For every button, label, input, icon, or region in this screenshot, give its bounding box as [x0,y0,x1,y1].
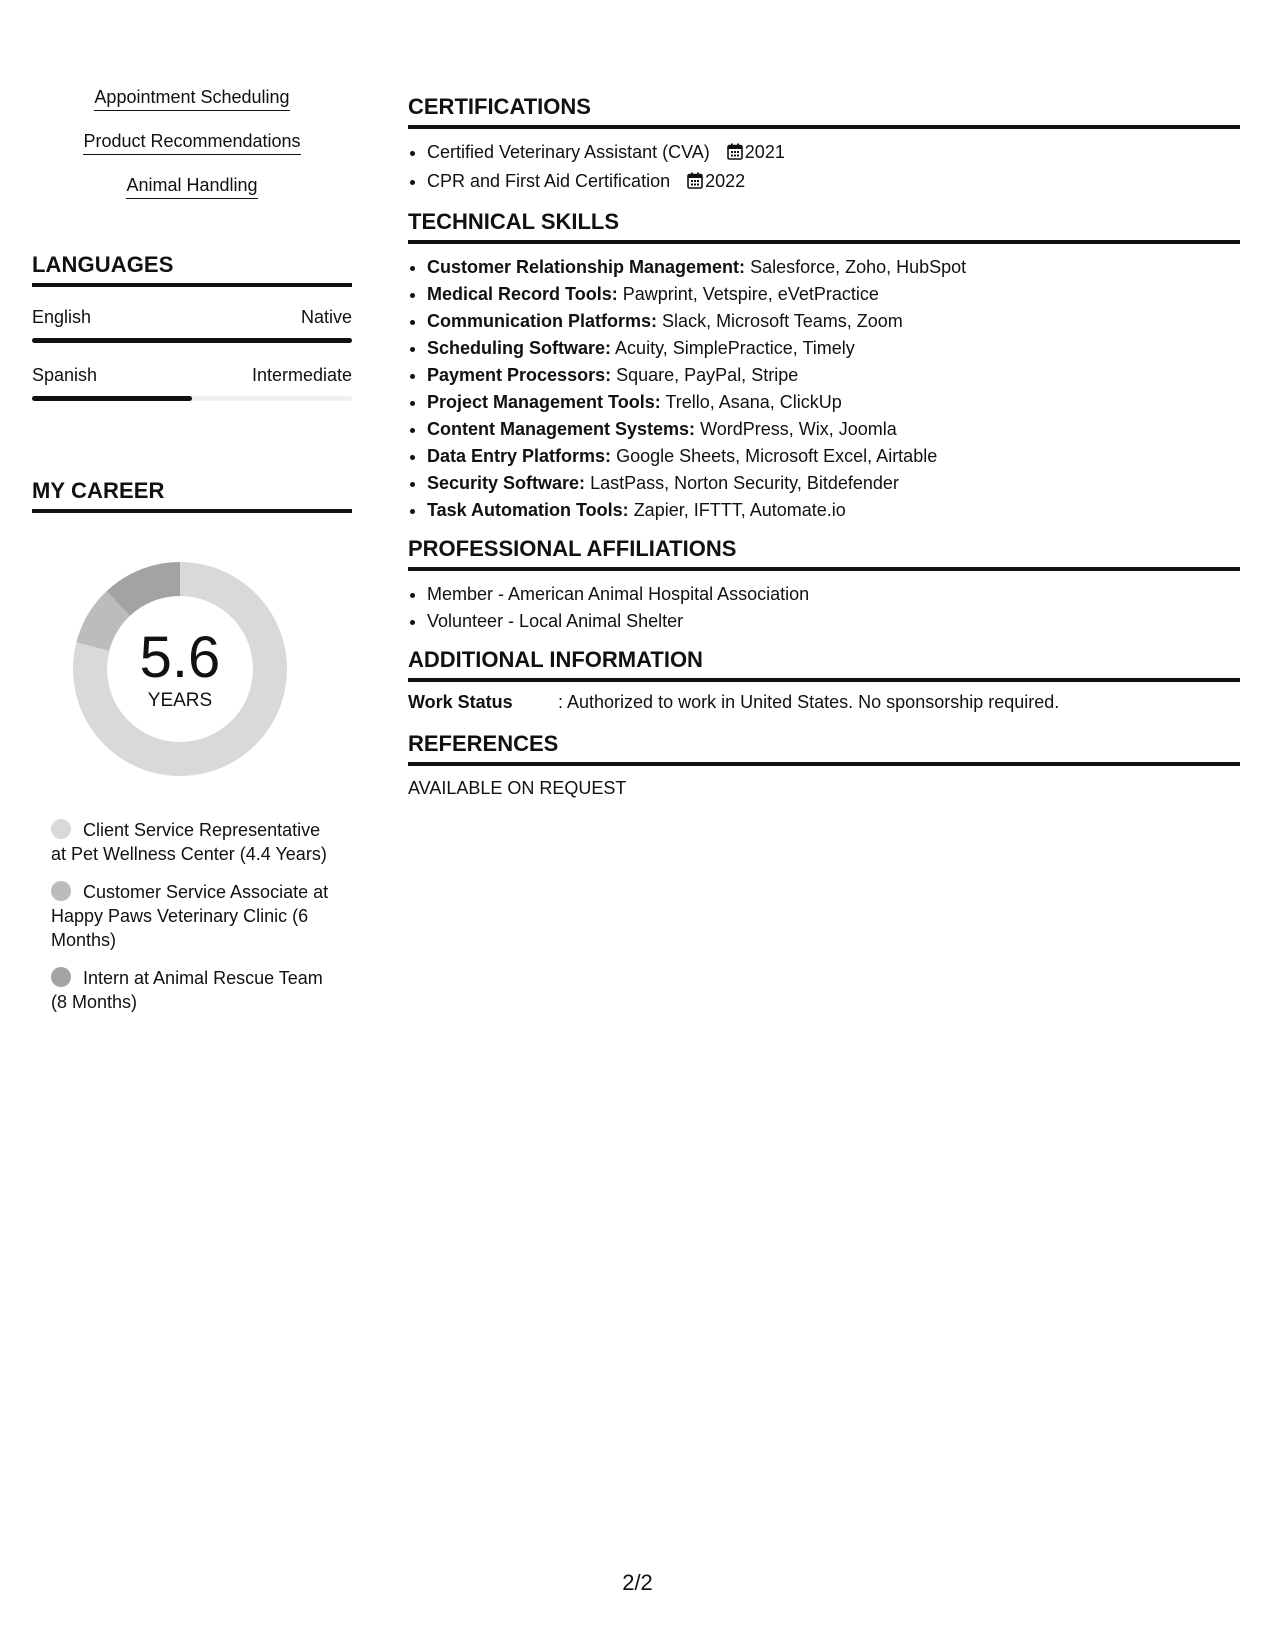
certification-name: Certified Veterinary Assistant (CVA) [427,142,710,162]
technical-skill-item [427,335,1240,362]
skill-tools: Acuity, SimplePractice, Timely [615,338,855,358]
right-column [408,94,1240,799]
skill-category: Data Entry Platforms: [427,446,612,466]
skill-category: Project Management Tools: [427,392,661,412]
affiliation-item: • Member - American Animal Hospital Association [427,581,1240,608]
technical-skills-list [408,254,1240,524]
certifications-list [408,139,1240,197]
skill-tag: Appointment Scheduling [94,86,289,111]
legend-dot-icon [51,967,71,987]
language-level: Intermediate [251,365,352,385]
language-proficiency-fill [32,396,192,401]
skill-tools: Salesforce, Zoho, HubSpot [750,257,967,277]
career-legend-text: Client Service Representative at Pet Wellness Center (4.4 Years) [51,820,327,864]
language-proficiency-bar [32,338,352,343]
skill-tag: Animal Handling [126,174,257,199]
career-legend-item [51,880,331,952]
work-status-row [408,692,1240,713]
skill-tag: Product Recommendations [83,130,300,155]
certification-name: CPR and First Aid Certification [427,171,671,191]
technical-skill-item [427,497,1240,524]
skill-category: Communication Platforms: [427,311,658,331]
skill-tools: Pawprint, Vetspire, eVetPractice [622,284,879,304]
skill-tools: Zapier, IFTTT, Automate.io [633,500,846,520]
technical-skill-item [427,281,1240,308]
donut-center [67,625,293,712]
career-legend-item [51,818,331,866]
certifications-heading: CERTIFICATIONS [408,94,1240,129]
technical-skill-item [427,308,1240,335]
work-status-value: : Authorized to work in United States. No sponsorship required. [558,692,1060,712]
certification-year: 2021 [744,142,785,162]
skill-category: Scheduling Software: [427,338,612,358]
affiliations-list [408,581,1240,635]
references-text: AVAILABLE ON REQUEST [408,778,627,798]
legend-dot-icon [51,819,71,839]
skill-category: Content Management Systems: [427,419,696,439]
skill-tools: Google Sheets, Microsoft Excel, Airtable [616,446,938,466]
certification-item [427,139,1240,168]
additional-info-heading: ADDITIONAL INFORMATION [408,647,1240,682]
career-legend [51,818,331,1014]
skill-category: Customer Relationship Management: [427,257,746,277]
references-heading: REFERENCES [408,731,1240,766]
skill-category: Task Automation Tools: [427,500,629,520]
technical-skill-item [427,416,1240,443]
technical-skill-item [427,389,1240,416]
language-proficiency-fill [32,338,352,343]
calendar-icon [687,170,703,197]
technical-skill-item [427,254,1240,281]
skill-tools: LastPass, Norton Security, Bitdefender [590,473,899,493]
career-total-unit: YEARS [147,690,213,711]
certification-item [427,168,1240,197]
skill-tools: Square, PayPal, Stripe [616,365,799,385]
skill-category: Medical Record Tools: [427,284,618,304]
technical-skill-item [427,470,1240,497]
career-legend-text: Intern at Animal Rescue Team (8 Months) [51,968,323,1012]
skill-tools: Slack, Microsoft Teams, Zoom [662,311,903,331]
affiliation-item: • Volunteer - Local Animal Shelter [427,608,1240,635]
legend-dot-icon [51,881,71,901]
career-total-years: 5.6 [139,625,221,690]
career-legend-text: Customer Service Associate at Happy Paws Veterinary Clinic (6 Months) [51,882,329,950]
language-name: Spanish [32,365,98,385]
technical-skill-item [427,362,1240,389]
language-proficiency-bar [32,396,352,401]
technical-skills-heading: TECHNICAL SKILLS [408,209,1240,244]
skill-tools: WordPress, Wix, Joomla [700,419,897,439]
affiliations-heading: PROFESSIONAL AFFILIATIONS [408,536,1240,571]
technical-skill-item [427,443,1240,470]
left-column [32,86,352,1028]
language-name: English [32,307,92,327]
career-legend-item [51,966,331,1014]
career-donut-chart [67,556,293,782]
work-status-label: Work Status [408,692,513,712]
language-item [32,365,352,401]
certification-year: 2022 [705,171,746,191]
skill-tools: Trello, Asana, ClickUp [665,392,842,412]
skill-category: Security Software: [427,473,586,493]
languages-heading: LANGUAGES [32,252,352,287]
career-heading: MY CAREER [32,478,352,513]
language-item [32,307,352,343]
page-number: 2/2 [622,1570,653,1595]
calendar-icon [727,141,743,168]
skill-tags [32,86,352,218]
skill-category: Payment Processors: [427,365,612,385]
language-level: Native [300,307,352,327]
